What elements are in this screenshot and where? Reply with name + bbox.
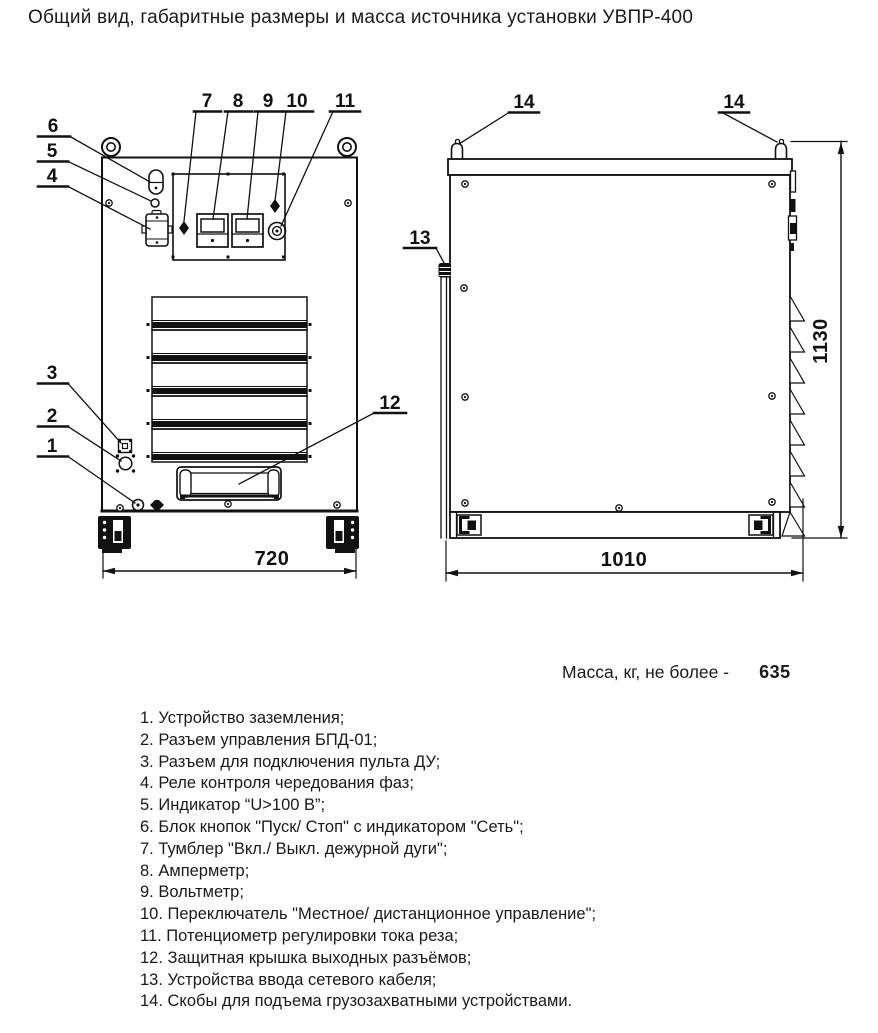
dim-720: 720 <box>254 548 290 570</box>
callout-1: 1 <box>46 436 58 457</box>
legend-item-1: 1. Устройство заземления; <box>140 709 345 727</box>
mass-label: Масса, кг, не более - <box>562 662 730 682</box>
page-title: Общий вид, габаритные размеры и масса источника установки УВПР-400 <box>28 7 694 28</box>
callout-3: 3 <box>46 363 58 384</box>
mass-value: 635 <box>759 662 791 682</box>
legend-item-4: 4. Реле контроля чередования фаз; <box>140 774 414 793</box>
lifting-bracket-icon <box>452 140 787 161</box>
legend-item-9: 9. Вольтметр; <box>140 883 244 902</box>
side-caster-left <box>457 515 481 535</box>
front-caster-right <box>326 516 359 553</box>
legend-item-11: 11. Потенциометр регулировки тока реза; <box>140 926 459 945</box>
callout-2: 2 <box>46 406 58 427</box>
protective-cover-icon <box>177 467 281 500</box>
dim-1010: 1010 <box>600 549 648 571</box>
legend-item-5: 5. Индикатор “U>100 В”; <box>140 796 326 815</box>
callout-4: 4 <box>46 166 58 187</box>
side-rail <box>450 512 780 538</box>
lifting-eye-icon <box>102 138 356 156</box>
legend-item-14: 14. Скобы для подъема грузозахватными устройствами. <box>140 992 573 1011</box>
legend-item-3: 3. Разъем для подключения пульта ДУ; <box>140 752 441 771</box>
callout-7: 7 <box>201 91 213 112</box>
legend-item-8: 8. Амперметр; <box>140 861 250 880</box>
callout-10: 10 <box>286 91 308 112</box>
callout-13: 13 <box>409 228 431 249</box>
side-caster-right <box>749 515 773 535</box>
callout-5: 5 <box>46 141 58 162</box>
dimension-side-height <box>791 142 847 539</box>
side-roof <box>448 159 792 175</box>
front-view <box>98 138 359 578</box>
side-view <box>439 140 848 582</box>
legend-item-13: 13. Устройства ввода сетевого кабеля; <box>140 970 437 989</box>
legend-item-12: 12. Защитная крышка выходных разъёмов; <box>140 948 472 967</box>
legend-item-6: 6. Блок кнопок "Пуск/ Стоп" с индикатором "Сеть"; <box>140 817 524 836</box>
callout-6: 6 <box>47 116 59 137</box>
phase-relay-icon <box>142 211 172 247</box>
callout-11: 11 <box>334 91 356 112</box>
legend-item-10: 10. Переключатель "Местное/ дистанционное управление"; <box>140 905 597 924</box>
legend-item-2: 2. Разъем управления БПД-01; <box>140 730 378 749</box>
dim-1130: 1130 <box>810 318 832 364</box>
mass-line <box>562 662 791 683</box>
callout-12: 12 <box>379 393 401 414</box>
callout-9: 9 <box>262 91 274 112</box>
callout-14-right: 14 <box>723 92 745 113</box>
callout-8: 8 <box>232 91 244 112</box>
legend-item-7: 7. Тумблер "Вкл./ Выкл. дежурной дуги"; <box>140 839 448 858</box>
legend-list <box>140 708 596 1013</box>
side-body <box>450 175 790 512</box>
dimension-front-width <box>103 547 356 578</box>
callout-14-left: 14 <box>513 92 535 113</box>
